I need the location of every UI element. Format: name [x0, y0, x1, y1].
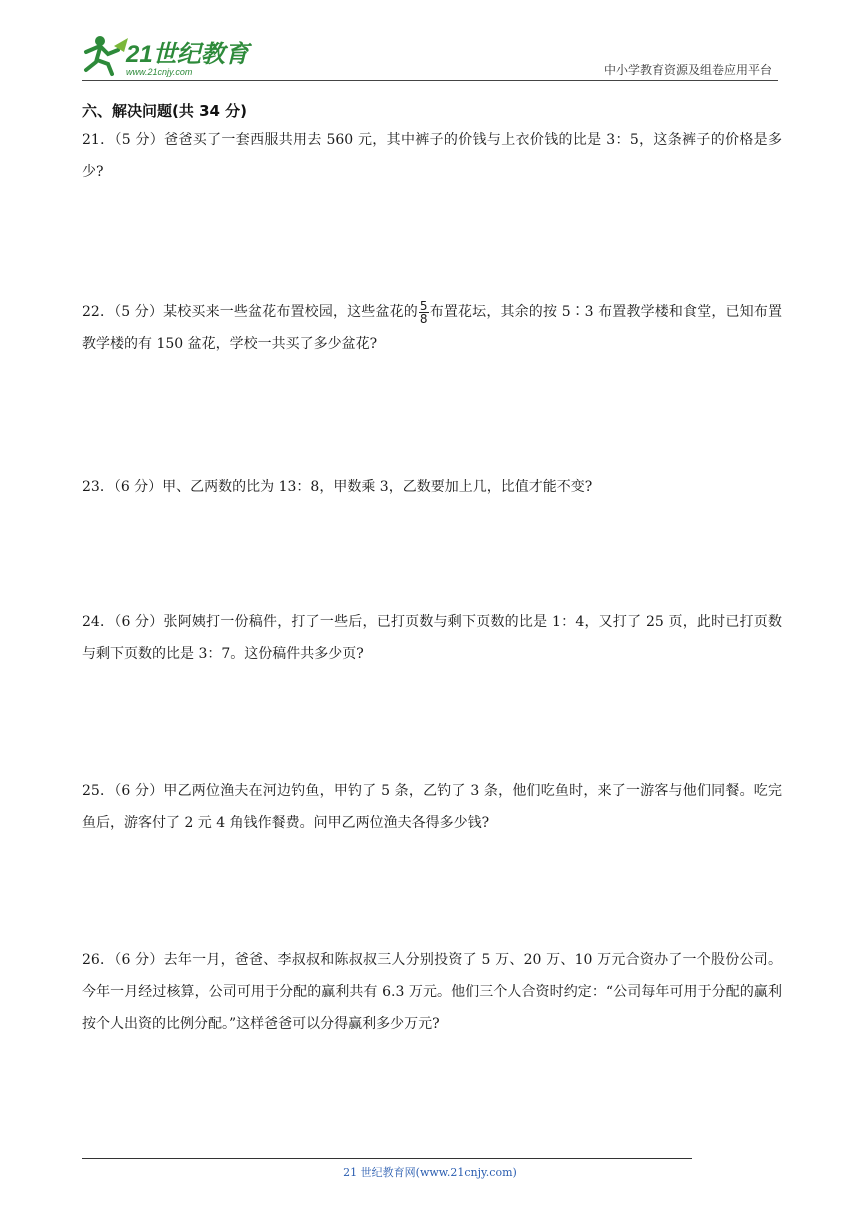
- logo-text: 21世纪教育: [126, 41, 249, 68]
- question-23: [82, 471, 782, 503]
- page-header: [0, 0, 860, 90]
- fraction-denominator: 8: [419, 311, 428, 326]
- fraction: [419, 300, 429, 325]
- logo-url: www.21cnjy.com: [126, 67, 193, 77]
- question-22-text-post: 布置花坛，其余的按 5∶3 布置教学楼和食堂，已知布置教学楼的有 150 盆花，学校一共买了多少盆花?: [82, 304, 782, 352]
- question-25-text: 25．（6 分）甲乙两位渔夫在河边钓鱼，甲钓了 5 条，乙钓了 3 条，他们吃鱼时，来了一游客与他们同餐。吃完鱼后，游客付了 2 元 4 角钱作餐费。问甲乙两位渔夫各得多少钱?: [82, 783, 782, 831]
- footer-link[interactable]: 21 世纪教育网(www.21cnjy.com): [343, 1166, 517, 1179]
- question-22: [82, 296, 782, 360]
- question-26: [82, 944, 782, 1040]
- question-24: [82, 606, 782, 670]
- question-25: [82, 775, 782, 839]
- site-logo: [78, 32, 258, 80]
- section-title: 六、解决问题(共 34 分): [82, 102, 248, 120]
- fraction-numerator: 5: [419, 298, 428, 313]
- question-22-text-pre: 22．（5 分）某校买来一些盆花布置校园，这些盆花的: [82, 304, 418, 320]
- question-24-text: 24．（6 分）张阿姨打一份稿件，打了一些后，已打页数与剩下页数的比是 1：4，又打了 25 页，此时已打页数与剩下页数的比是 3：7。这份稿件共多少页?: [82, 614, 782, 662]
- header-tagline: 中小学教育资源及组卷应用平台: [603, 63, 772, 77]
- question-21: [82, 124, 782, 188]
- question-21-text: 21．（5 分）爸爸买了一套西服共用去 560 元，其中裤子的价钱与上衣价钱的比是 3：5，这条裤子的价格是多少?: [82, 132, 782, 180]
- header-divider: [82, 80, 778, 81]
- footer-divider: [82, 1158, 692, 1159]
- question-23-text: 23．（6 分）甲、乙两数的比为 13：8，甲数乘 3，乙数要加上几，比值才能不变?: [82, 479, 593, 495]
- question-26-text: 26．（6 分）去年一月，爸爸、李叔叔和陈叔叔三人分别投资了 5 万、20 万、10 万元合资办了一个股份公司。今年一月经过核算，公司可用于分配的赢利共有 6.3 万元。他们三个人合资时约定：“公司每年可用于分配的赢利按个人出资的比例分配。”这样爸爸可以分得赢利多少万元?: [82, 952, 782, 1032]
